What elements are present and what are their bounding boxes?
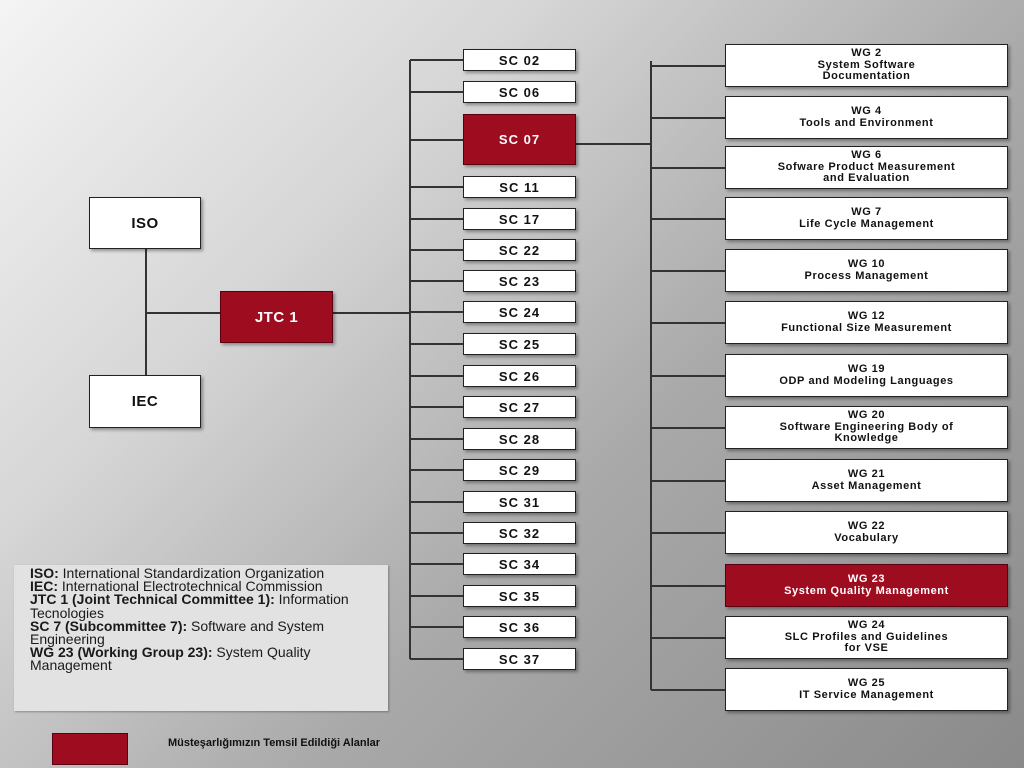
subcommittee-label: SC 27 bbox=[498, 399, 541, 415]
subcommittee-branch-line bbox=[410, 563, 463, 565]
legend-entry bbox=[30, 617, 380, 648]
subcommittee-box bbox=[463, 585, 576, 607]
subcommittee-branch-line bbox=[410, 501, 463, 503]
working-group-box bbox=[725, 406, 1008, 449]
subcommittee-branch-line bbox=[410, 406, 463, 408]
subcommittee-label: SC 32 bbox=[498, 525, 541, 541]
subcommittee-box bbox=[463, 333, 576, 355]
subcommittee-branch-line bbox=[410, 343, 463, 345]
subcommittee-label: SC 25 bbox=[498, 336, 541, 352]
working-group-box bbox=[725, 459, 1008, 502]
working-group-code: WG 7 bbox=[851, 206, 882, 218]
working-group-branch-line bbox=[651, 322, 725, 324]
subcommittee-box bbox=[463, 301, 576, 323]
subcommittee-branch-line bbox=[410, 658, 463, 660]
subcommittee-branch-line bbox=[410, 280, 463, 282]
working-group-box bbox=[725, 564, 1008, 607]
working-group-code: WG 6 bbox=[851, 149, 882, 162]
working-group-box bbox=[725, 354, 1008, 397]
subcommittee-label: SC 29 bbox=[498, 462, 541, 478]
working-group-branch-line bbox=[651, 637, 725, 639]
working-group-code: WG 21 bbox=[847, 468, 886, 480]
legend-term: JTC 1 (Joint Technical Committee 1): bbox=[30, 591, 275, 608]
subcommittee-box bbox=[463, 176, 576, 198]
subcommittee-box bbox=[463, 49, 576, 71]
legend-definition: International Standardization Organization bbox=[58, 565, 325, 581]
subcommittee-label: SC 07 bbox=[498, 132, 541, 147]
working-group-code: WG 4 bbox=[851, 105, 882, 117]
working-group-box bbox=[725, 44, 1008, 87]
subcommittee-box bbox=[463, 491, 576, 513]
subcommittee-label: SC 02 bbox=[498, 52, 541, 68]
subcommittee-label: SC 23 bbox=[498, 273, 541, 289]
working-group-title: for VSE bbox=[844, 642, 889, 655]
working-group-code: WG 19 bbox=[847, 363, 886, 375]
subcommittee-branch-line bbox=[410, 469, 463, 471]
legend-definition: System Quality Management bbox=[30, 644, 311, 674]
legend-entry bbox=[30, 593, 380, 619]
working-group-code: WG 20 bbox=[847, 409, 886, 422]
subcommittee-box bbox=[463, 553, 576, 575]
subcommittee-branch-line bbox=[410, 249, 463, 251]
working-group-title: Documentation bbox=[822, 70, 911, 83]
subcommittee-box bbox=[463, 396, 576, 418]
iec-label: IEC bbox=[131, 393, 159, 410]
working-group-box bbox=[725, 511, 1008, 554]
subcommittee-box bbox=[463, 208, 576, 230]
working-group-code: WG 23 bbox=[847, 573, 886, 585]
working-group-title: IT Service Management bbox=[799, 688, 934, 701]
working-group-title: System Software bbox=[817, 58, 916, 71]
working-group-title: Sofware Product Measurement bbox=[777, 160, 956, 173]
working-group-box bbox=[725, 197, 1008, 240]
legend-term: SC 7 (Subcommittee 7): bbox=[30, 617, 188, 634]
working-group-title: Tools and Environment bbox=[799, 116, 934, 129]
working-group-title: ODP and Modeling Languages bbox=[779, 374, 954, 387]
working-group-branch-line bbox=[651, 117, 725, 119]
subcommittee-label: SC 11 bbox=[499, 179, 540, 195]
subcommittee-box bbox=[463, 522, 576, 544]
subcommittee-label: SC 06 bbox=[498, 84, 541, 100]
iso-label: ISO bbox=[131, 214, 159, 232]
legend-term: WG 23 (Working Group 23): bbox=[30, 644, 213, 661]
sc07-wg-connector bbox=[575, 143, 651, 145]
working-group-box bbox=[725, 146, 1008, 189]
working-group-title: SLC Profiles and Guidelines bbox=[784, 630, 949, 643]
working-group-code: WG 12 bbox=[847, 310, 886, 322]
subcommittee-branch-line bbox=[410, 59, 463, 61]
legend-definition: Software and System Engineering bbox=[30, 617, 325, 648]
subcommittee-box bbox=[463, 365, 576, 387]
subcommittee-branch-line bbox=[410, 218, 463, 220]
working-group-code: WG 10 bbox=[847, 258, 886, 270]
working-group-title: and Evaluation bbox=[823, 172, 910, 185]
working-group-code: WG 2 bbox=[851, 47, 882, 60]
subcommittee-branch-line bbox=[410, 139, 463, 141]
highlight-key-swatch bbox=[52, 733, 128, 765]
subcommittee-label: SC 28 bbox=[498, 431, 541, 447]
subcommittee-box bbox=[463, 81, 576, 103]
working-group-box bbox=[725, 616, 1008, 659]
subcommittee-label: SC 35 bbox=[498, 588, 541, 604]
working-group-branch-line bbox=[651, 270, 725, 272]
working-group-branch-line bbox=[651, 689, 725, 691]
legend-entry bbox=[30, 646, 380, 672]
subcommittee-label: SC 34 bbox=[498, 556, 541, 572]
iso-box bbox=[89, 197, 201, 249]
subcommittee-box bbox=[463, 239, 576, 261]
subcommittee-label: SC 24 bbox=[498, 304, 541, 320]
iso-jtc1-connector bbox=[146, 312, 220, 314]
legend-term: IEC: bbox=[30, 578, 58, 595]
working-group-code: WG 22 bbox=[847, 520, 886, 532]
working-group-title: Life Cycle Management bbox=[799, 217, 934, 230]
subcommittee-label: SC 37 bbox=[498, 651, 541, 667]
iec-box bbox=[89, 375, 201, 428]
working-group-code: WG 25 bbox=[847, 677, 886, 689]
subcommittee-branch-line bbox=[410, 532, 463, 534]
working-group-title: Knowledge bbox=[834, 432, 899, 445]
working-group-box bbox=[725, 301, 1008, 344]
subcommittee-box bbox=[463, 270, 576, 292]
working-group-branch-line bbox=[651, 167, 725, 169]
working-group-title: System Quality Management bbox=[784, 584, 949, 597]
working-group-box bbox=[725, 96, 1008, 139]
subcommittee-branch-line bbox=[410, 186, 463, 188]
legend-term: ISO: bbox=[30, 565, 59, 581]
subcommittee-label: SC 22 bbox=[498, 242, 541, 258]
working-group-title: Process Management bbox=[804, 269, 929, 282]
working-group-title: Asset Management bbox=[811, 479, 922, 492]
subcommittee-label: SC 26 bbox=[498, 368, 541, 384]
working-group-code: WG 24 bbox=[847, 619, 886, 632]
subcommittee-box bbox=[463, 648, 576, 670]
working-group-box bbox=[725, 249, 1008, 292]
subcommittee-label: SC 17 bbox=[498, 211, 541, 227]
working-group-branch-line bbox=[651, 65, 725, 67]
working-group-box bbox=[725, 668, 1008, 711]
working-group-branch-line bbox=[651, 218, 725, 220]
jtc1-sc-connector bbox=[333, 312, 410, 314]
abbreviation-legend bbox=[14, 565, 388, 711]
subcommittee-branch-line bbox=[410, 375, 463, 377]
subcommittee-box bbox=[463, 114, 576, 165]
subcommittee-label: SC 36 bbox=[498, 619, 541, 635]
legend-definition: Information Tecnologies bbox=[30, 591, 349, 621]
subcommittee-branch-line bbox=[410, 311, 463, 313]
subcommittee-box bbox=[463, 616, 576, 638]
subcommittee-branch-line bbox=[410, 595, 463, 597]
jtc1-label: JTC 1 bbox=[254, 308, 299, 326]
working-group-branch-line bbox=[651, 427, 725, 429]
working-group-branch-line bbox=[651, 532, 725, 534]
working-group-title: Software Engineering Body of bbox=[779, 420, 954, 433]
working-group-title: Functional Size Measurement bbox=[781, 321, 952, 334]
subcommittee-branch-line bbox=[410, 438, 463, 440]
highlight-key-label: Müsteşarlığımızın Temsil Edildiği Alanlar bbox=[167, 737, 381, 749]
jtc1-box bbox=[220, 291, 333, 343]
working-group-title: Vocabulary bbox=[834, 531, 899, 544]
sc-trunk-line bbox=[409, 60, 411, 659]
working-group-branch-line bbox=[651, 375, 725, 377]
subcommittee-label: SC 31 bbox=[498, 494, 541, 510]
working-group-branch-line bbox=[651, 585, 725, 587]
subcommittee-box bbox=[463, 428, 576, 450]
subcommittee-branch-line bbox=[410, 91, 463, 93]
legend-definition: International Electrotechnical Commission bbox=[58, 578, 323, 595]
subcommittee-branch-line bbox=[410, 626, 463, 628]
subcommittee-box bbox=[463, 459, 576, 481]
working-group-branch-line bbox=[651, 480, 725, 482]
